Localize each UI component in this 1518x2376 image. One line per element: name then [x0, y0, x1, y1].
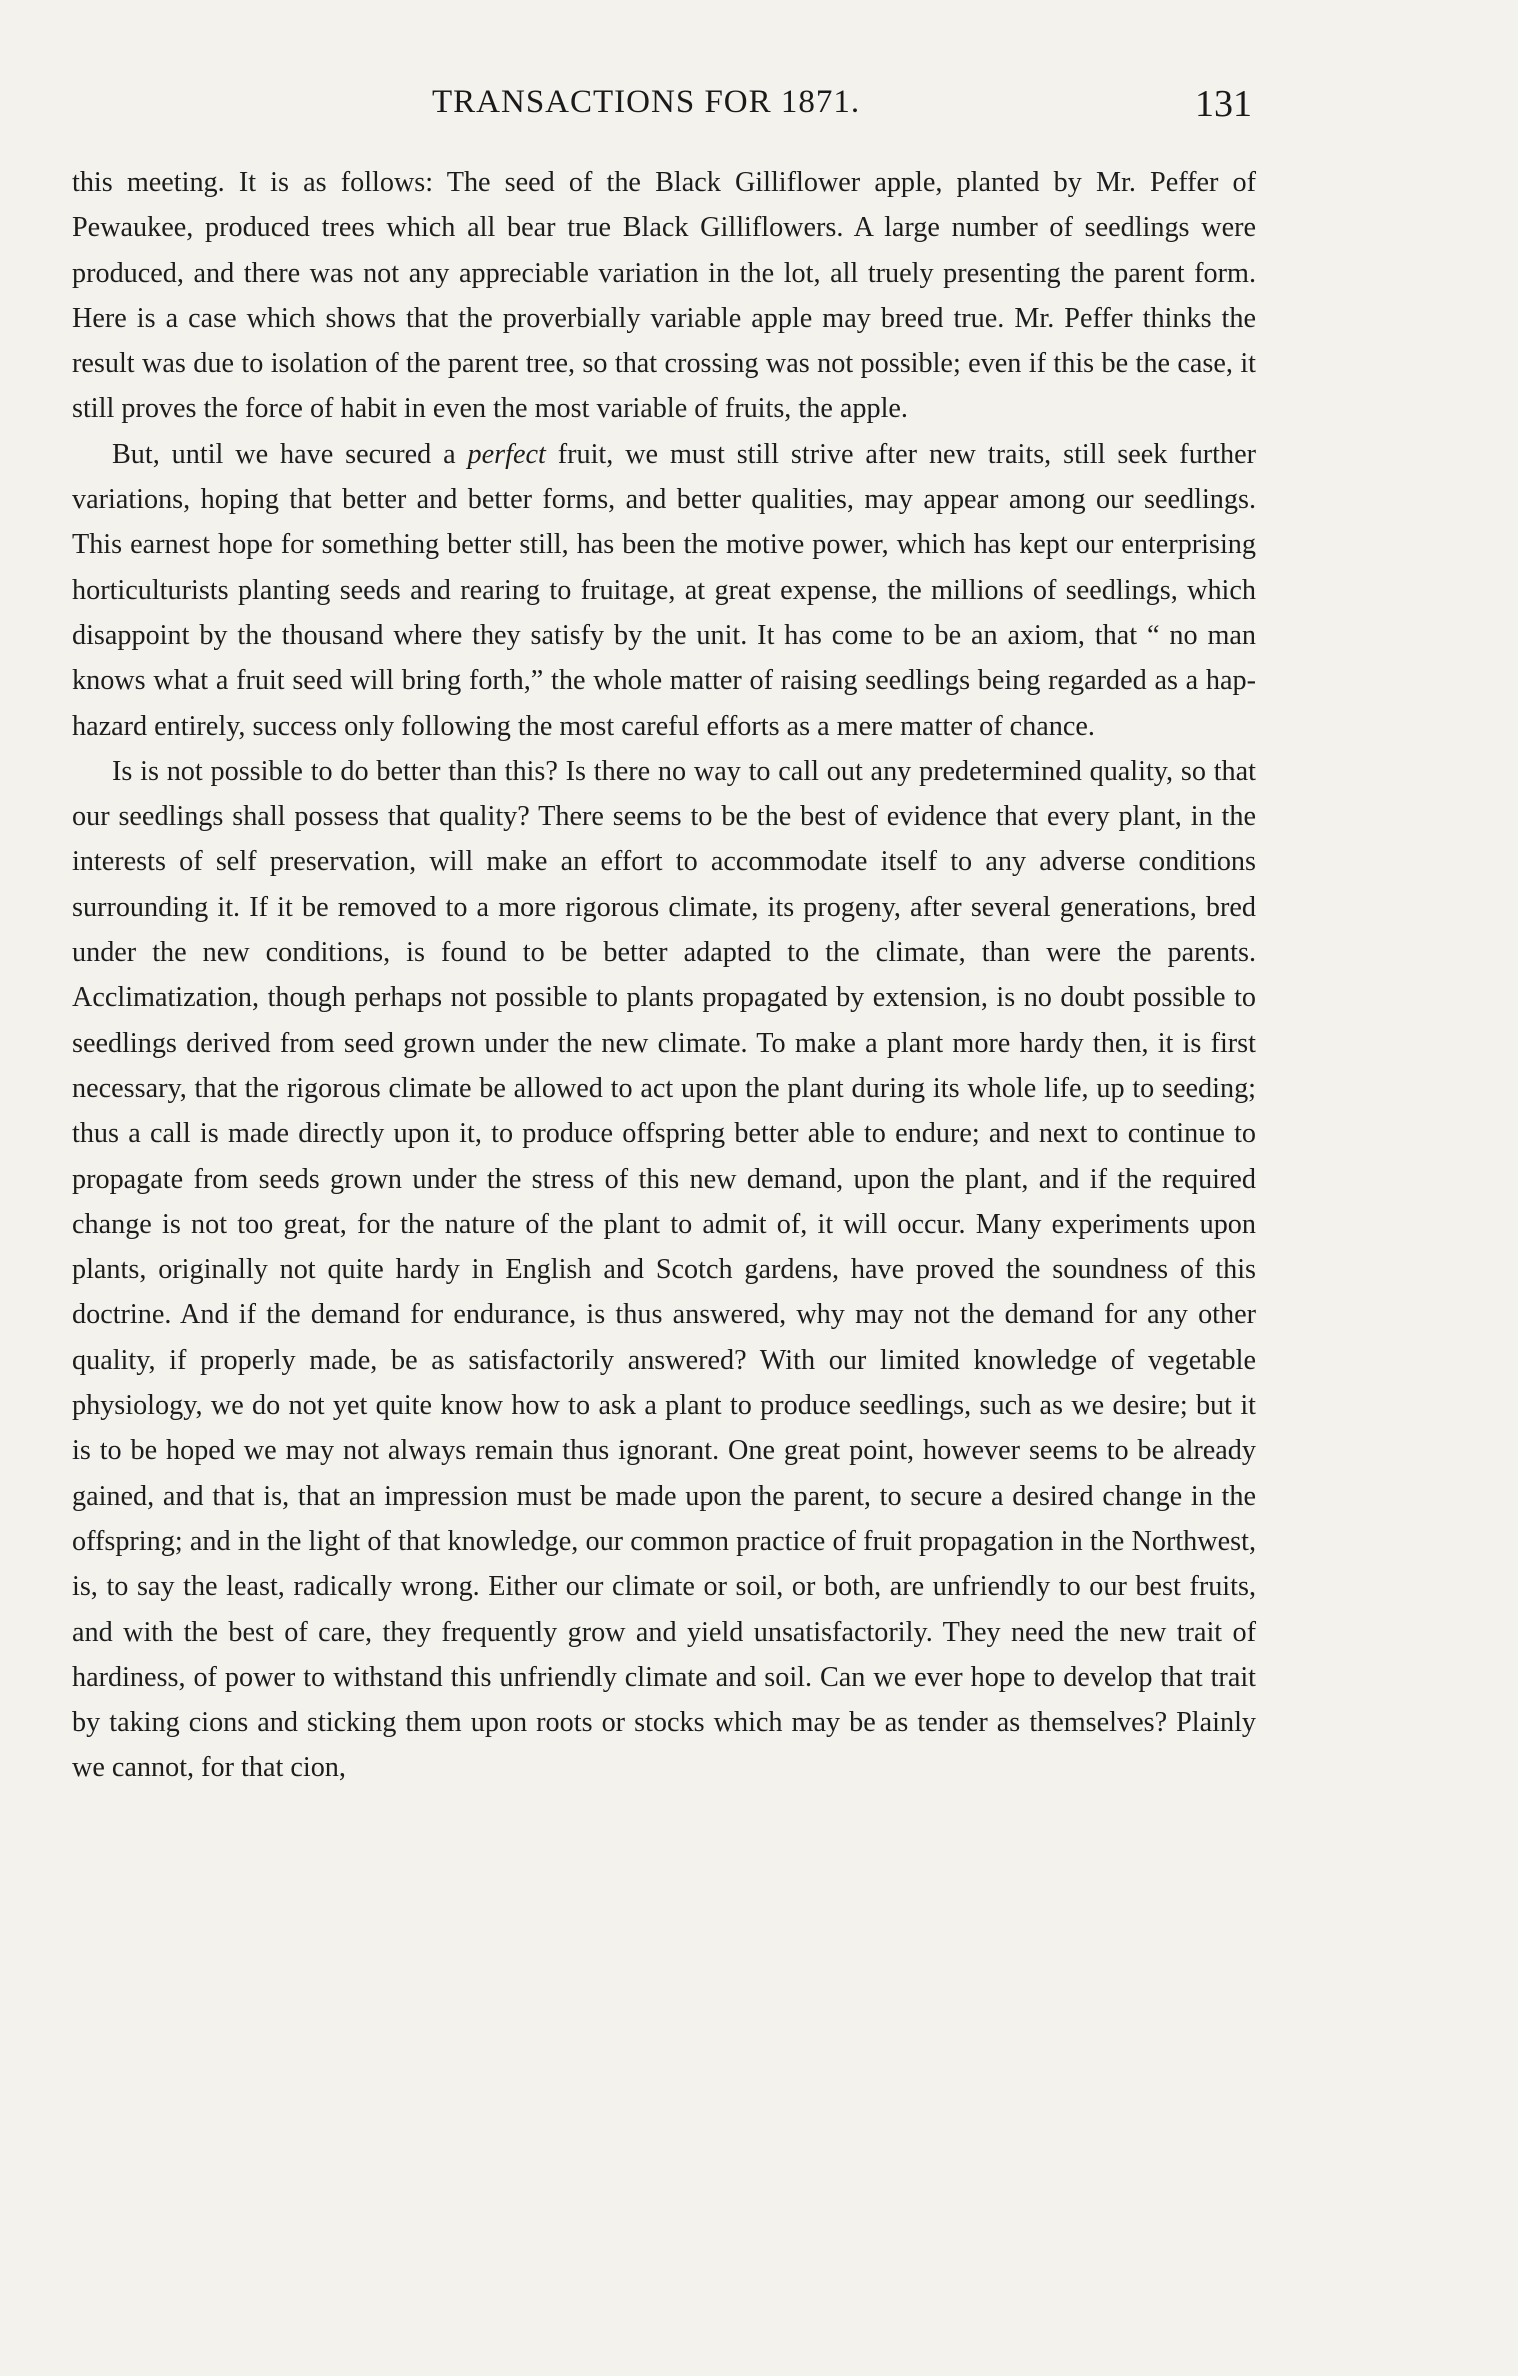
body-text [72, 160, 1256, 1791]
paragraph-text-before-italic: But, until we have secured a [112, 438, 468, 470]
italic-word-perfect: perfect [467, 438, 546, 470]
paragraph-continuation: this meeting. It is as follows: The seed of the Black Gilliflower apple, planted by Mr. Peffer of Pewaukee, produced trees which all bear true Black Gilliflowers. A large number of seedlings were produced, and there was not any appreciable variation in the lot, all truely presenting the parent form. Here is a case which shows that the proverbially variable apple may breed true. Mr. Peffer thinks the result was due to isolation of the parent tree, so that crossing was not possible; even if this be the case, it still proves the force of habit in even the most variable of fruits, the apple. [72, 167, 1256, 425]
paragraph-predetermined-quality: Is is not possible to do better than this? Is there no way to call out any predetermined quality, so that our seedlings shall possess that quality? There seems to be the best of evidence that every plant, in the interests of self preservation, will make an effort to accommodate itself to any adverse conditions surrounding it. If it be removed to a more rigorous climate, its progeny, after several generations, bred under the new conditions, is found to be better adapted to the climate, than were the parents. Acclimatization, though perhaps not possible to plants propagated by extension, is no doubt possible to seedlings derived from seed grown under the new climate. To make a plant more hardy then, it is first necessary, that the rigorous climate be allowed to act upon the plant during its whole life, up to seeding; thus a call is made directly upon it, to produce offspring better able to endure; and next to continue to propagate from seeds grown under the stress of this new demand, upon the plant, and if the required change is not too great, for the nature of the plant to admit of, it will occur. Many experiments upon plants, originally not quite hardy in English and Scotch gardens, have proved the soundness of this doctrine. And if the demand for endurance, is thus answered, why may not the demand for any other quality, if properly made, be as satisfactorily answered? With our limited knowledge of vegetable physiology, we do not yet quite know how to ask a plant to produce seedlings, such as we desire; but it is to be hoped we may not always remain thus ignorant. One great point, however seems to be already gained, and that is, that an impression must be made upon the parent, to secure a desired change in the offspring; and in the light of that knowledge, our common practice of fruit propagation in the Northwest, is, to say the least, radically wrong. Either our climate or soil, or both, are unfriendly to our best fruits, and with the best of care, they frequently grow and yield unsatisfactorily. They need the new trait of hardiness, of power to withstand this unfriendly climate and soil. Can we ever hope to develop that trait by taking cions and sticking them upon roots or stocks which may be as tender as themselves? Plainly we cannot, for that cion, [72, 755, 1256, 1784]
page-number: 131 [1195, 83, 1252, 125]
paragraph-text-after-italic: fruit, we must still strive after new traits, still seek further variations, hoping that better and better forms, and better qualities, may appear among our seedlings. This earnest hope for something better still, has been the motive power, which has kept our enterprising horticulturists planting seeds and rearing to fruitage, at great expense, the millions of seedlings, which disappoint by the thousand where they satisfy by the unit. It has come to be an axiom, that “ no man knows what a fruit seed will bring forth,” the whole matter of raising seedlings being regarded as a hap-hazard entirely, success only following the most careful efforts as a mere matter of chance. [72, 438, 1256, 742]
paragraph-perfect-fruit [72, 432, 1256, 749]
running-title: TRANSACTIONS FOR 1871. [432, 84, 861, 120]
running-head [0, 84, 1518, 144]
